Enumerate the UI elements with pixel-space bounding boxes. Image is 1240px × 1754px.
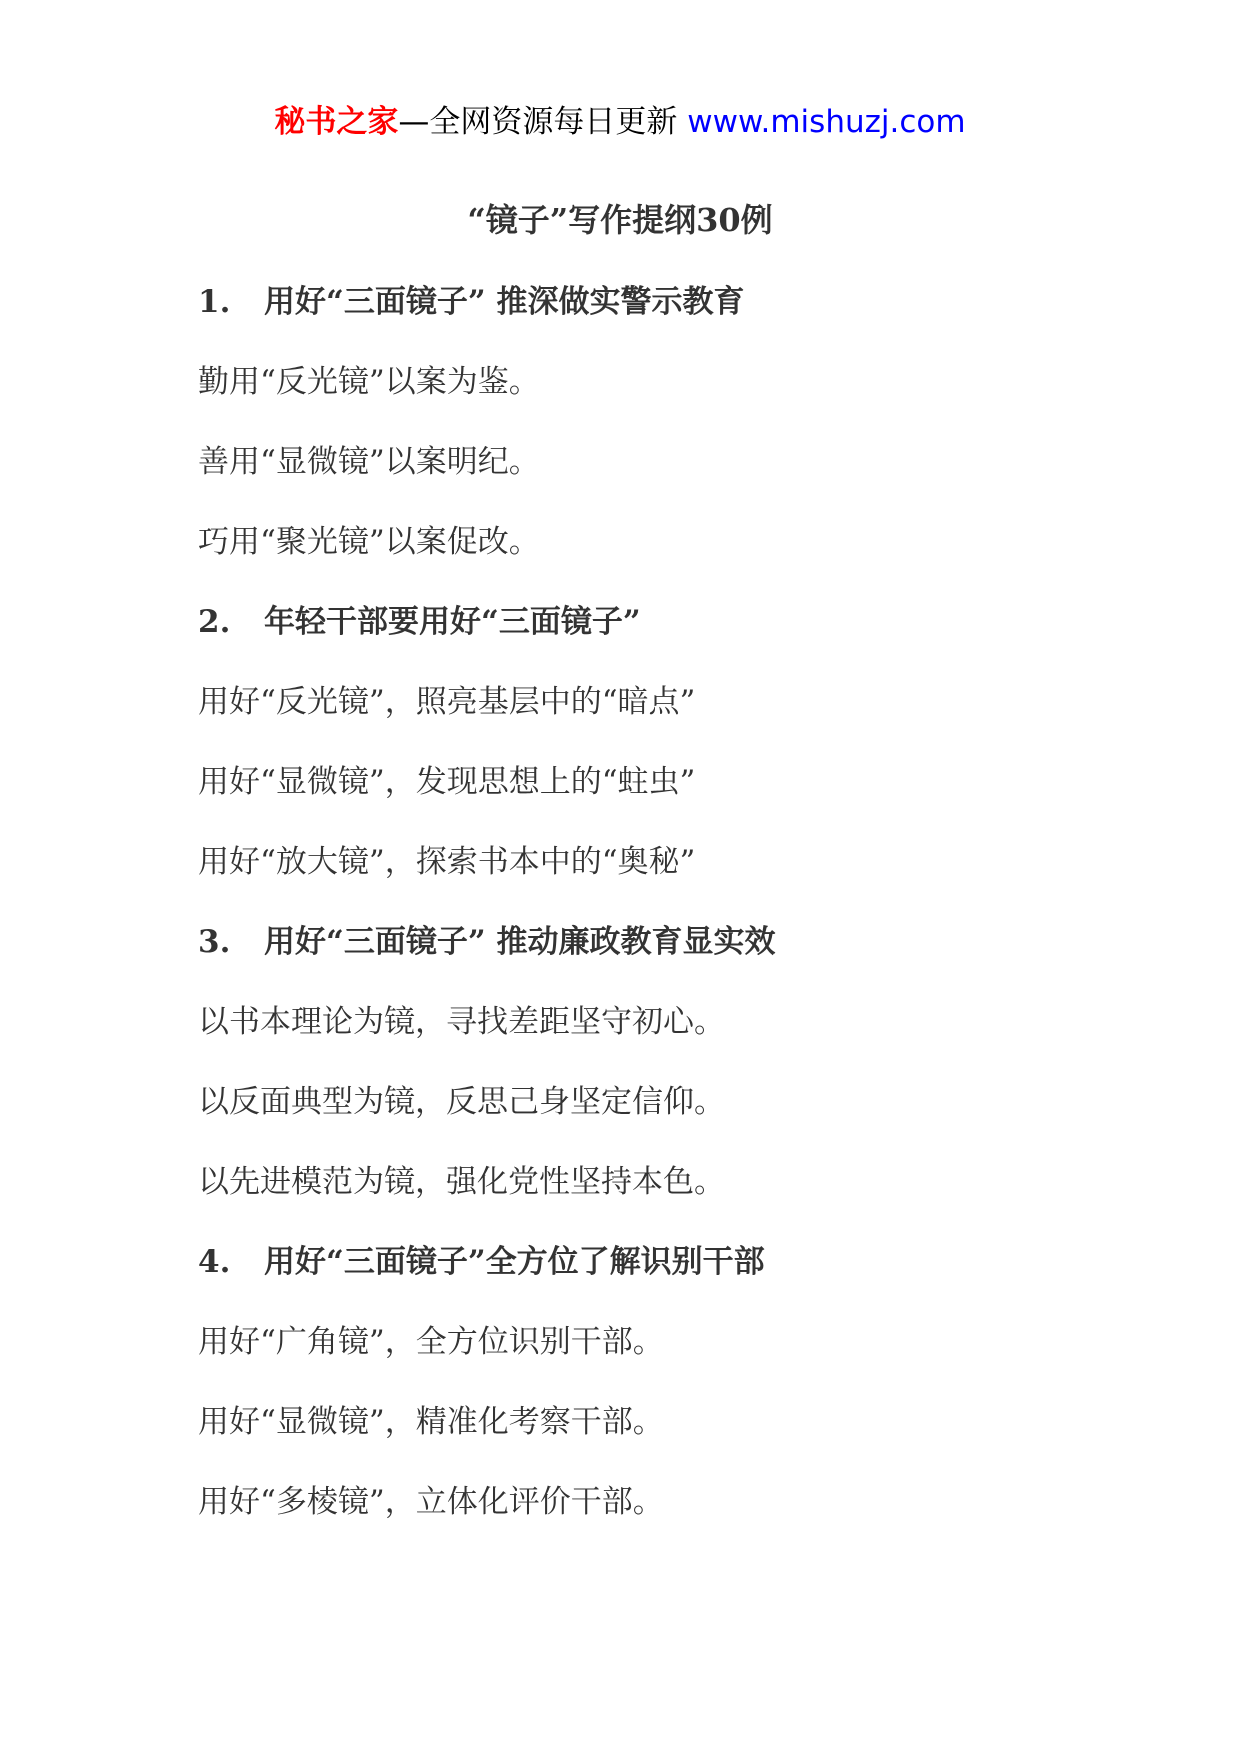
site-header bbox=[0, 100, 1240, 144]
outline-point: 用好“多棱镜”，立体化评价干部。 bbox=[198, 1484, 664, 1520]
outline-section bbox=[198, 1240, 1158, 1560]
section-heading-text: 年轻干部要用好“三面镜子” bbox=[264, 604, 641, 640]
section-number: 4. bbox=[198, 1244, 231, 1280]
outline-point: 用好“显微镜”，精准化考察干部。 bbox=[198, 1404, 664, 1440]
outline-point: 用好“放大镜”，探索书本中的“奥秘” bbox=[198, 844, 696, 880]
document-title: “镜子”写作提纲30例 bbox=[467, 201, 773, 239]
site-tagline: —全网资源每日更新 bbox=[398, 104, 688, 140]
outline-section bbox=[198, 280, 1158, 600]
outline-section bbox=[198, 600, 1158, 920]
section-number: 2. bbox=[198, 604, 231, 640]
outline-point: 善用“显微镜”以案明纪。 bbox=[198, 444, 540, 480]
section-heading-text: 用好“三面镜子” 推动廉政教育显实效 bbox=[264, 924, 776, 960]
section-number: 1. bbox=[198, 284, 231, 320]
outline-point: 以先进模范为镜，强化党性坚持本色。 bbox=[198, 1164, 725, 1200]
brand-name: 秘书之家 bbox=[274, 104, 399, 140]
outline-point: 用好“显微镜”，发现思想上的“蛀虫” bbox=[198, 764, 696, 800]
section-heading bbox=[198, 600, 1158, 680]
section-heading bbox=[198, 1240, 1158, 1320]
section-heading-text: 用好“三面镜子”全方位了解识别干部 bbox=[264, 1244, 765, 1280]
site-url-link[interactable]: www.mishuzj.com bbox=[687, 104, 966, 140]
section-heading bbox=[198, 280, 1158, 360]
outline-point: 以反面典型为镜，反思己身坚定信仰。 bbox=[198, 1084, 725, 1120]
outline-section bbox=[198, 920, 1158, 1240]
outline-point: 以书本理论为镜，寻找差距坚守初心。 bbox=[198, 1004, 725, 1040]
outline-point: 勤用“反光镜”以案为鉴。 bbox=[198, 364, 540, 400]
section-heading bbox=[198, 920, 1158, 1000]
section-heading-text: 用好“三面镜子” 推深做实警示教育 bbox=[264, 284, 745, 320]
document-body bbox=[198, 280, 1158, 1560]
section-number: 3. bbox=[198, 924, 231, 960]
outline-point: 用好“广角镜”，全方位识别干部。 bbox=[198, 1324, 664, 1360]
outline-point: 用好“反光镜”，照亮基层中的“暗点” bbox=[198, 684, 696, 720]
outline-point: 巧用“聚光镜”以案促改。 bbox=[198, 524, 540, 560]
